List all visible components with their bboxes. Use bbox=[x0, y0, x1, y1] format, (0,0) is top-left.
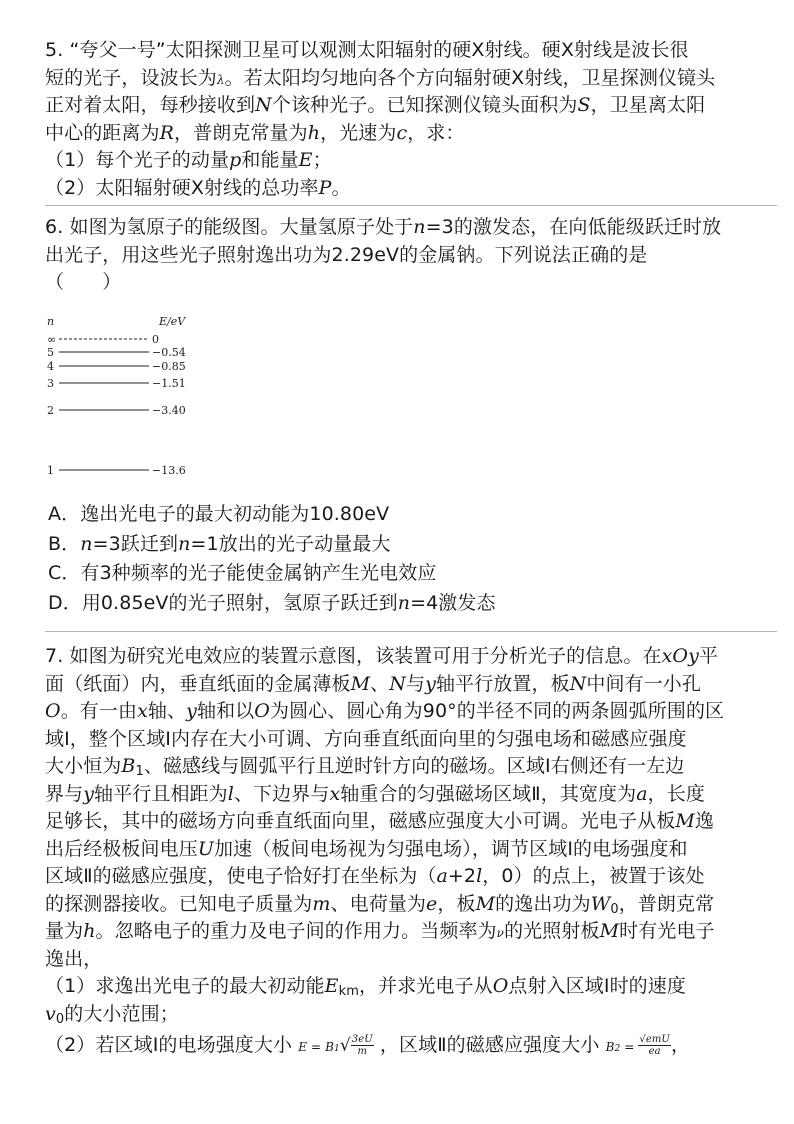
option-c[interactable]: C．有3种频率的光子能使金属钠产生光电效应 bbox=[48, 562, 437, 584]
diagram-n-label: n bbox=[47, 315, 55, 328]
q7-line-10: 的探测器接收。已知电子质量为m、电荷量为e，板M的逸出功为$W_0$，普朗克常 bbox=[45, 892, 715, 917]
level-energy-label: 0 bbox=[152, 333, 159, 346]
q6-options bbox=[48, 500, 496, 618]
q7-subquestion-2: （2）若区域Ⅰ的电场强度大小 E = B1√ $\frac{3eU}{m}$ ，区域Ⅱ的磁感应强度大小 B2 = $\frac{\text{√emU}}{ea}$ ， bbox=[45, 1034, 691, 1057]
level-n-label: ∞ bbox=[47, 333, 57, 346]
level-n-label: 1 bbox=[47, 464, 54, 477]
q5-subquestion-1: （1）每个光子的动量p和能量E； bbox=[45, 149, 332, 171]
level-energy-label: −3.40 bbox=[152, 404, 186, 417]
q7-line-2: 面（纸面）内，垂直纸面的金属薄板M、N与y轴平行放置，板N中间有一小孔 bbox=[45, 672, 702, 695]
q5-line-2: 短的光子，设波长为λ。若太阳均匀地向各个方向辐射硬X射线，卫星探测仪镜头 bbox=[45, 66, 716, 89]
level-energy-label: −0.85 bbox=[152, 360, 186, 373]
divider-1 bbox=[45, 205, 777, 206]
level-energy-label: −0.54 bbox=[152, 346, 186, 359]
q7-line-8: 出后经极板间电压U加速（板间电场视为匀强电场），调节区域Ⅰ的电场强度和 bbox=[45, 837, 688, 860]
q7-subquestion-1: （1）求逸出光电子的最大初动能$E_{km}$，并求光电子从O点射入区域Ⅰ时的速度 bbox=[45, 975, 686, 999]
question-5 bbox=[45, 37, 757, 202]
q6-line-1: 6. 如图为氢原子的能级图。大量氢原子处于n=3的激发态，在向低能级跃迁时放 bbox=[45, 216, 722, 238]
q5-line-4: 中心的距离为R，普朗克常量为h，光速为c，求： bbox=[45, 121, 465, 144]
question-7 bbox=[45, 643, 757, 1062]
q7-subquestion-1-cont: $v_0$的大小范围； bbox=[45, 1002, 179, 1027]
option-b[interactable]: B．n=3跃迁到n=1放出的光子动量最大 bbox=[48, 532, 391, 555]
formula-e: E = B1 bbox=[298, 1040, 340, 1054]
level-n-label: 2 bbox=[47, 404, 54, 417]
option-a[interactable]: A．逸出光电子的最大初动能为10.80eV bbox=[48, 503, 390, 525]
formula-e-fraction: $\frac{3eU}{m}$ bbox=[351, 1034, 373, 1057]
q7-line-11: 量为h。忽略电子的重力及电子间的作用力。当频率为ν的光照射板M时有光电子 bbox=[45, 920, 715, 942]
q5-line-1: 5. “夸父一号”太阳探测卫星可以观测太阳辐射的硬X射线。硬X射线是波长很 bbox=[45, 39, 689, 61]
q7-line-3: O。有一由x轴、y轴和以O为圆心、圆心角为90°的半径不同的两条圆弧所围的区 bbox=[45, 700, 725, 722]
q6-answer-bracket: （ ） bbox=[45, 271, 122, 293]
formula-b2-fraction: $\frac{\text{√emU}}{ea}$ bbox=[639, 1034, 670, 1057]
energy-level-diagram bbox=[45, 312, 205, 482]
q5-line-3: 正对着太阳，每秒接收到N个该种光子。已知探测仪镜头面积为S，卫星离太阳 bbox=[45, 94, 706, 116]
q7-line-6: 界与y轴平行且相距为l、下边界与x轴重合的匀强磁场区域Ⅱ，其宽度为a，长度 bbox=[45, 782, 705, 805]
q7-line-7: 足够长，其中的磁场方向垂直纸面向里，磁感应强度大小可调。光电子从板M逸 bbox=[45, 810, 714, 832]
level-n-label: 4 bbox=[47, 360, 54, 373]
option-d[interactable]: D．用0.85eV的光子照射，氢原子跃迁到n=4激发态 bbox=[48, 591, 496, 614]
level-energy-label: −13.6 bbox=[152, 464, 186, 477]
q5-subquestion-2: （2）太阳辐射硬X射线的总功率P。 bbox=[45, 176, 351, 199]
question-6 bbox=[45, 214, 757, 297]
level-energy-label: −1.51 bbox=[152, 377, 186, 390]
diagram-e-label: E/eV bbox=[159, 315, 186, 328]
level-n-label: 5 bbox=[47, 346, 54, 359]
divider-2 bbox=[45, 631, 777, 632]
level-n-label: 3 bbox=[47, 377, 54, 390]
q6-line-2: 出光子，用这些光子照射逸出功为2.29eV的金属钠。下列说法正确的是 bbox=[45, 243, 648, 266]
formula-b2: B2 = bbox=[605, 1040, 639, 1054]
q7-line-4: 域Ⅰ，整个区域Ⅰ内存在大小可调、方向垂直纸面向里的匀强电场和磁感应强度 bbox=[45, 727, 687, 750]
q7-line-5: 大小恒为$B_1$、磁感线与圆弧平行且逆时针方向的磁场。区域Ⅰ右侧还有一左边 bbox=[45, 755, 685, 779]
q7-line-1: 7. 如图为研究光电效应的装置示意图，该装置可用于分析光子的信息。在xOy平 bbox=[45, 645, 719, 667]
q7-line-9: 区域Ⅱ的磁感应强度，使电子恰好打在坐标为（a+2l，0）的点上，被置于该处 bbox=[45, 865, 705, 887]
q7-line-12: 逸出， bbox=[45, 947, 103, 970]
